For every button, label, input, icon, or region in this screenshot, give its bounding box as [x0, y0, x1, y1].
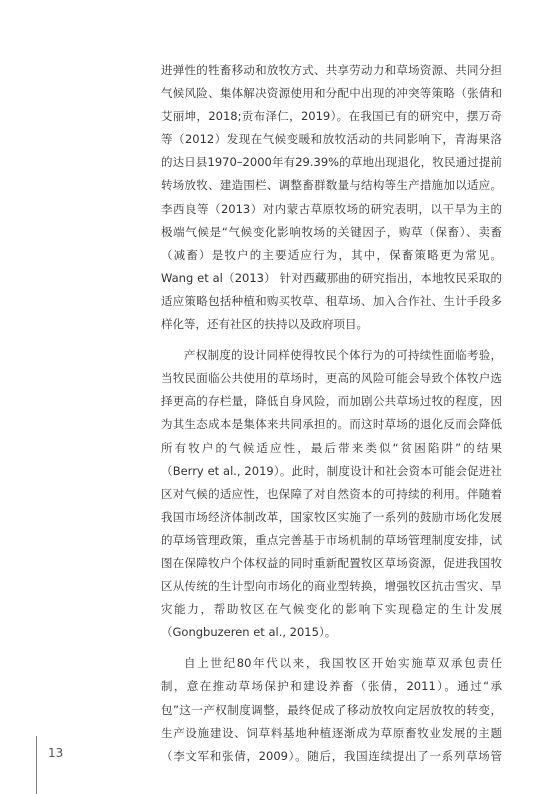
- page-number: 13: [48, 746, 64, 760]
- text-line: 择更高的存栏量，降低自身风险，而加剧公共草场过牧的程度，因: [161, 394, 502, 409]
- text-line: 图在保障牧户个体权益的同时重新配置牧区草场资源，促进我国牧: [161, 555, 502, 570]
- text-line: 进弹性的牲畜移动和放牧方式、共享劳动力和草场资源、共同分担: [161, 63, 502, 77]
- paragraph-3: [161, 652, 502, 767]
- text-line: 等（2012）发现在气候变暖和放牧活动的共同影响下，青海果洛: [161, 132, 502, 147]
- text-line: 样化等，还有社区的扶持以及政府项目。: [161, 317, 368, 332]
- text-line: 李西良等（2013）对内蒙古草原牧场的研究表明，以干旱为主的: [161, 201, 502, 216]
- text-line: 所有牧户的气候适应性，最后带来类似“贫困陷阱”的结果: [161, 440, 502, 455]
- text-line: 自上世纪80年代以来，我国牧区开始实施草双承包责任: [184, 656, 502, 671]
- text-line: （李文军和张倩，2009）。随后，我国连续提出了一系列草场管: [161, 748, 502, 763]
- text-line: 产权制度的设计同样使得牧民个体行为的可持续性面临考验，: [184, 348, 502, 363]
- text-line: （Gongbuzeren et al., 2015）。: [161, 625, 337, 640]
- text-line: 灾能力，帮助牧区在气候变化的影响下实现稳定的生计发展: [161, 602, 502, 617]
- text-line: 转场放牧、建造围栏、调整畜群数量与结构等生产措施加以适应。: [161, 178, 502, 193]
- text-line: 区从传统的生计型向市场化的商业型转换，增强牧区抗击雪灾、旱: [161, 579, 502, 594]
- text-line: 我国市场经济体制改革，国家牧区实施了一系列的鼓励市场化发展: [161, 509, 502, 524]
- paragraph-gap: [161, 336, 502, 344]
- text-line: 气候风险、集体解决资源使用和分配中出现的冲突等策略（张倩和: [161, 86, 502, 101]
- text-line: 制，意在推动草场保护和建设养畜（张倩，2011）。通过“承: [161, 679, 502, 694]
- margin-rule: [36, 736, 37, 794]
- text-line: 的达日县1970–2000年有29.39%的草地出现退化，牧民通过提前: [161, 155, 502, 170]
- text-line: （减畜）是牧户的主要适应行为，其中，保畜策略更为常见。: [161, 247, 502, 262]
- text-line: Wang et al（2013） 针对西藏那曲的研究指出，本地牧民采取的: [161, 270, 502, 285]
- text-line: 的草场管理政策，重点完善基于市场机制的草场管理制度安排，试: [161, 532, 502, 547]
- paragraph-2: [161, 344, 502, 644]
- text-line: 为其生态成本是集体来共同承担的。而这时草场的退化反而会降低: [161, 417, 502, 432]
- text-line: 艾丽坤，2018;贡布泽仁，2019）。在我国已有的研究中，摆万奇: [161, 109, 502, 124]
- paragraph-gap: [161, 644, 502, 652]
- body-text: [161, 59, 502, 768]
- text-line: 极端气候是“气候变化影响牧场的关键因子，购草（保畜）、卖畜: [161, 224, 502, 239]
- text-line: 区对气候的适应性，也保障了对自然资本的可持续的利用。伴随着: [161, 486, 502, 501]
- text-line: 当牧民面临公共使用的草场时，更高的风险可能会导致个体牧户选: [161, 371, 502, 386]
- text-line: 包”这一产权制度调整，最终促成了移动放牧向定居放牧的转变，: [161, 702, 502, 717]
- paragraph-1: [161, 59, 502, 336]
- text-line: （Berry et al., 2019）。此时，制度设计和社会资本可能会促进社: [161, 463, 502, 478]
- text-line: 生产设施建设、饲草料基地种植逐渐成为草原畜牧业发展的主题: [161, 725, 502, 740]
- text-line: 适应策略包括种植和购买牧草、租草场、加入合作社、生计手段多: [161, 293, 502, 308]
